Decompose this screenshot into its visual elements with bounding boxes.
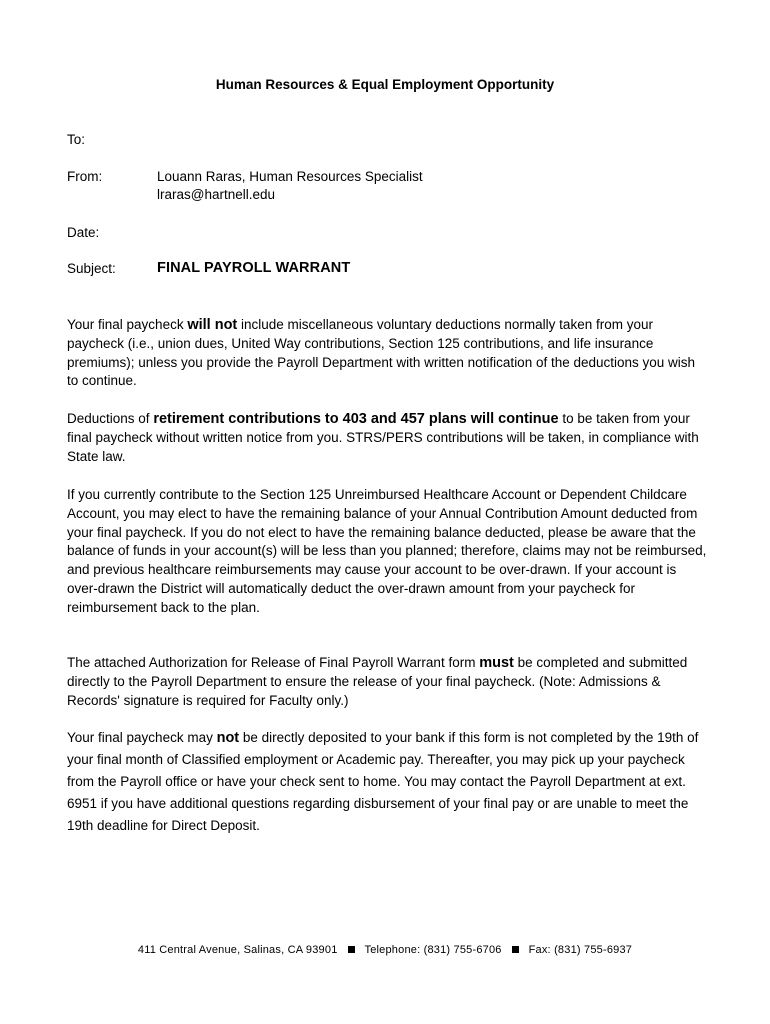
p5-text-pre: Your final paycheck may <box>67 730 217 745</box>
paragraph-retirement-contributions <box>67 410 707 466</box>
footer-address: 411 Central Avenue, Salinas, CA 93901 <box>137 944 338 956</box>
p2-text-pre: Deductions of <box>67 411 154 426</box>
footer-fax: Fax: (831) 755-6937 <box>528 944 633 956</box>
p5-emphasis: not <box>216 730 240 746</box>
p2-text-post: to be taken from your final paycheck without written notice from you. STRS/PERS contributions will be taken, in compliance with State law. <box>67 411 699 464</box>
paragraph-final-paycheck-deductions <box>67 316 707 391</box>
p2-emphasis: retirement contributions to 403 and 457 plans will continue <box>153 411 559 427</box>
paragraph-direct-deposit <box>67 727 707 837</box>
from-label: From: <box>67 169 103 184</box>
square-bullet-icon <box>512 946 519 953</box>
p5-text-post: be directly deposited to your bank if this form is not completed by the 19th of your final month of Classified employment or Academic pay. Thereafter, you may pick up your paycheck from the Payroll office or have your check sent to home. You may contact the Payroll Department at ext. 6951 if you have additional questions regarding disbursement of your final pay or are unable to meet the 19th deadline for Direct Deposit. <box>67 730 699 833</box>
p4-text-post: be completed and submitted directly to the Payroll Department to ensure the release of your final paycheck. (Note: Admissions & Records' signature is required for Faculty only.) <box>67 655 688 708</box>
date-label: Date: <box>67 225 100 240</box>
from-name: Louann Raras, Human Resources Specialist <box>157 169 423 184</box>
p1-text-pre: Your final paycheck <box>67 317 188 332</box>
paragraph-authorization-form <box>67 654 707 710</box>
p1-emphasis: will not <box>187 317 238 333</box>
footer-contact <box>0 944 770 956</box>
subject-value: FINAL PAYROLL WARRANT <box>157 260 351 276</box>
square-bullet-icon <box>348 946 355 953</box>
subject-label: Subject: <box>67 261 116 276</box>
p4-text-pre: The attached Authorization for Release of Final Payroll Warrant form <box>67 655 480 670</box>
p4-emphasis: must <box>479 655 514 671</box>
page-title: Human Resources & Equal Employment Opportunity <box>215 77 555 92</box>
to-label: To: <box>67 132 86 147</box>
p1-text-post: include miscellaneous voluntary deductions normally taken from your paycheck (i.e., union dues, United Way contributions, Section 125 contributions, and life insurance premiums); unless you provide the Payroll Department with written notification of the deductions you wish to continue. <box>67 317 696 389</box>
footer-telephone: Telephone: (831) 755-6706 <box>364 944 502 956</box>
from-email: lraras@hartnell.edu <box>157 187 276 202</box>
paragraph-section-125: If you currently contribute to the Section 125 Unreimbursed Healthcare Account or Dependent Childcare Account, you may elect to have the remaining balance of your Annual Contribution Amount deducted from your final paycheck. If you do not elect to have the remaining balance deducted, please be aware that the balance of funds in your account(s) will be less than you planned; therefore, claims may not be reimbursed, and previous healthcare reimbursements may cause your account to be over-drawn. If your account is over-drawn the District will automatically deduct the over-drawn amount from your paycheck for reimbursement back to the plan. <box>67 487 707 615</box>
